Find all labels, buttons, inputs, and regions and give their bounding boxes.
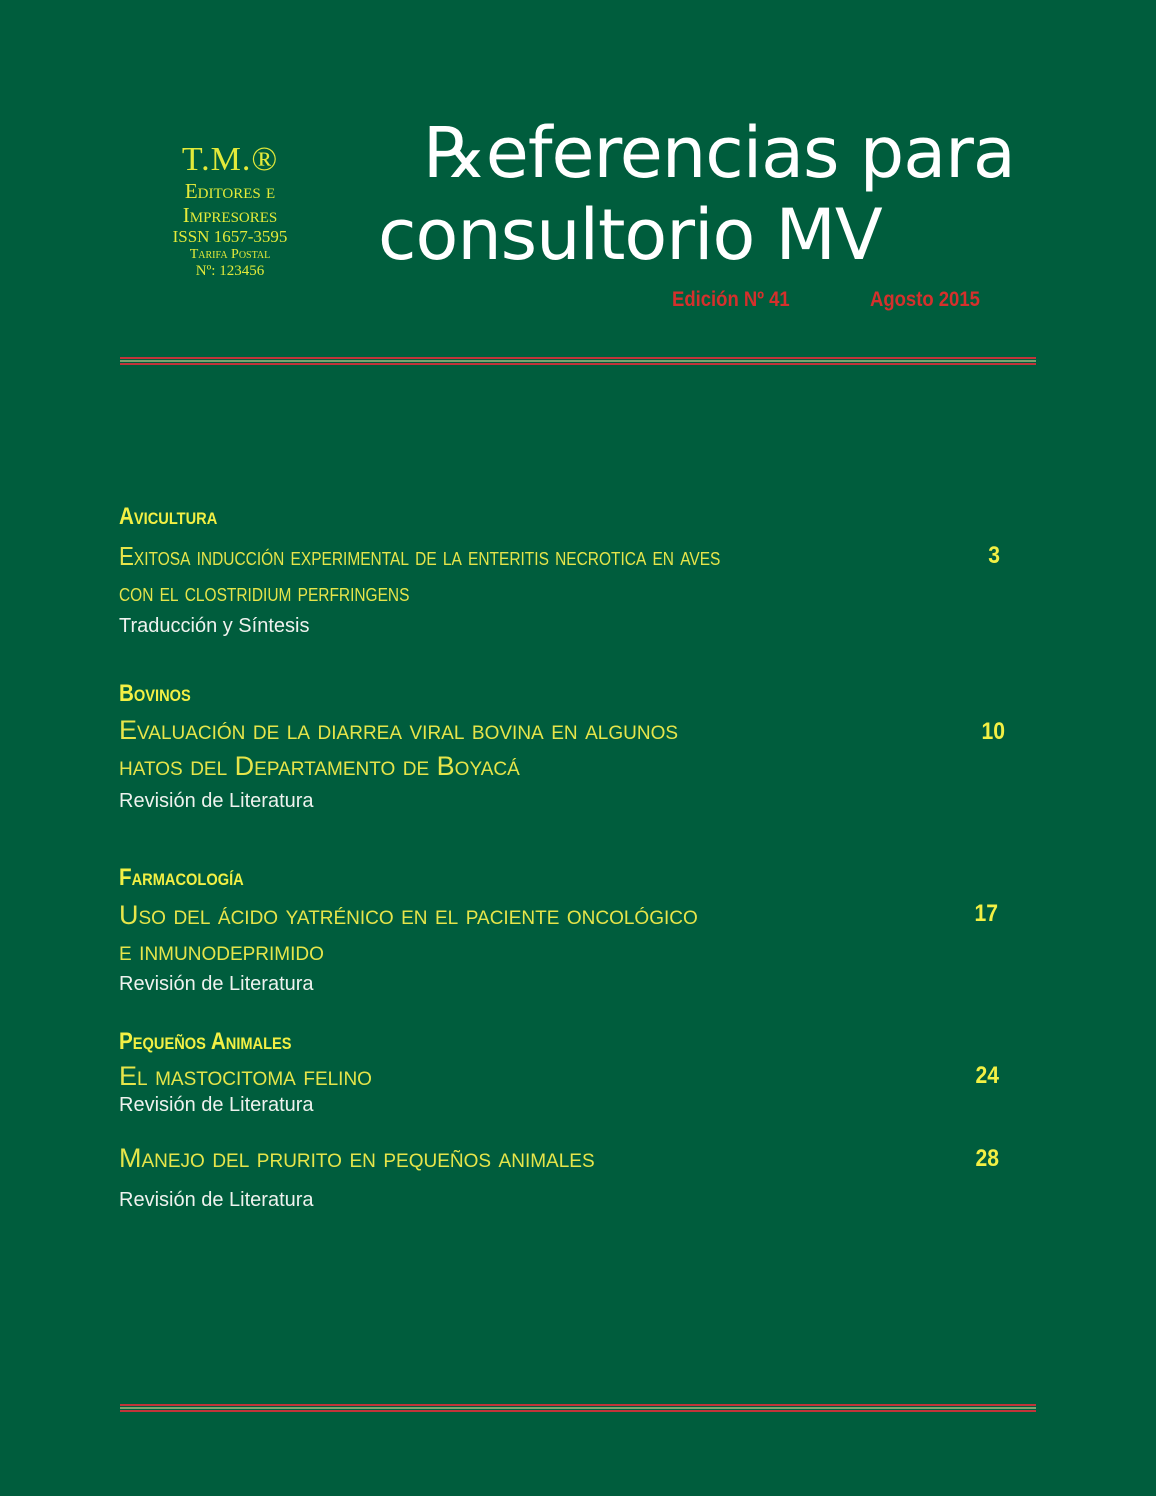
publisher-tarifa: Tarifa Postal [189, 246, 271, 262]
article-subtitle: Revisión de Literatura [119, 1189, 314, 1211]
page-number: 3 [988, 542, 1000, 569]
article-title-line1: Uso del ácido yatrénico en el paciente oncológico [119, 900, 698, 930]
edition-number: Edición Nº 41 [672, 288, 790, 311]
article-title-line2: e inmunodeprimido [119, 936, 324, 966]
article-subtitle: Revisión de Literatura [119, 1094, 314, 1116]
page-number: 17 [974, 900, 998, 927]
magazine-title [378, 112, 1015, 276]
publisher-issn: ISSN 1657-3595 [172, 227, 288, 247]
article-subtitle: Traducción y Síntesis [119, 615, 310, 637]
section-pequenos-animales: Pequeños Animales [119, 1028, 292, 1055]
section-bovinos: Bovinos [119, 680, 191, 707]
publisher-block [130, 140, 330, 280]
page-number: 10 [981, 718, 1005, 745]
magazine-title-line2: consultorio MV [378, 194, 882, 276]
publisher-numero: Nº: 123456 [195, 263, 265, 280]
article-title-line1: Manejo del prurito en pequeños animales [119, 1143, 595, 1173]
section-farmacologia: Farmacología [119, 864, 244, 891]
section-avicultura: Avicultura [119, 503, 218, 530]
article-title-line1: Evaluación de la diarrea viral bovina en algunos [119, 715, 679, 745]
page-number: 28 [975, 1145, 999, 1172]
article-subtitle: Revisión de Literatura [119, 973, 314, 995]
publisher-mark: T.M.® [181, 141, 279, 178]
top-divider [120, 357, 1036, 366]
publisher-line1: Editores e [184, 179, 276, 204]
edition-date: Agosto 2015 [870, 288, 980, 311]
publisher-line2: Impresores [182, 203, 278, 228]
article-title-line2: hatos del Departamento de Boyacá [119, 751, 520, 781]
article-subtitle: Revisión de Literatura [119, 790, 314, 812]
article-title-line1: Exitosa inducción experimental de la enteritis necrotica en aves [119, 541, 721, 571]
page-number: 24 [975, 1062, 999, 1089]
article-title-line1: El mastocitoma felino [119, 1061, 372, 1091]
bottom-divider [120, 1404, 1036, 1413]
magazine-title-line1: ℞eferencias para [424, 112, 1015, 194]
article-title-line2: con el clostridium perfringens [119, 577, 410, 607]
